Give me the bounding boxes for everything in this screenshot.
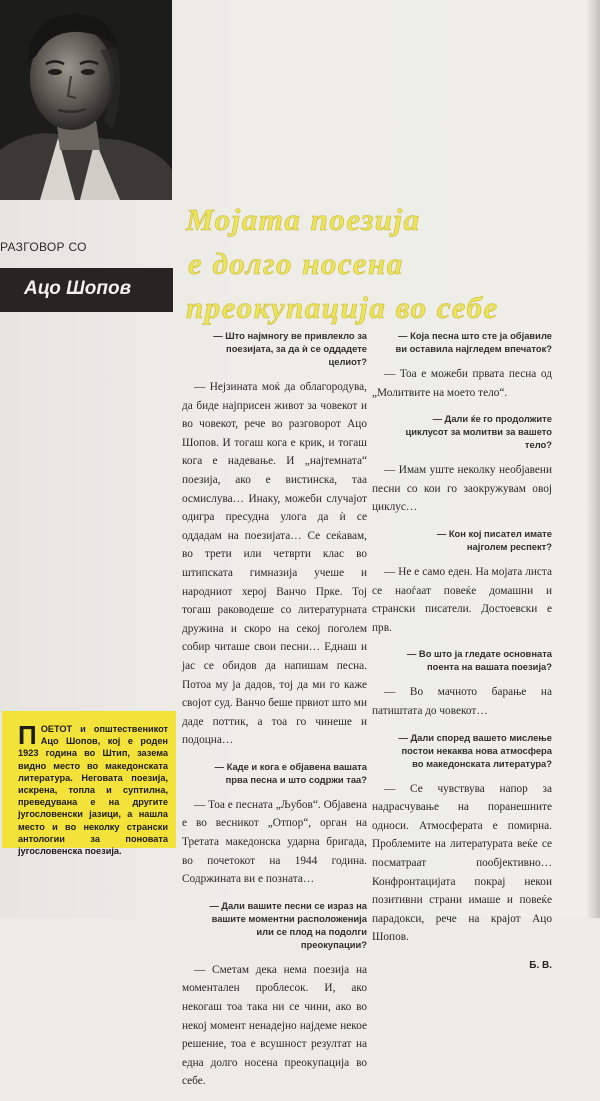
answer-4: — Тоа е можеби првата песна од „Молитвите на моето тело“. (372, 368, 552, 399)
author-name: Ацо Шопов (24, 278, 132, 299)
title-line-1: Мојата поезија (186, 202, 421, 237)
question-6: — Кон кој писател имате најголем респект? (436, 527, 552, 552)
author-portrait (0, 0, 172, 200)
question-5: — Дали ќе го продолжите циклусот за молитви за вашето тело? (405, 413, 552, 451)
answer-2: — Тоа е песната „Љубов“. Објавена е во весникот „Отпор“, орган на Третата македонска ударна бригада, во почетокот на 1944 година. Содржината ви е позната… (182, 798, 367, 886)
answer-7: — Во мачното барање на патиштата до човекот… (372, 686, 552, 717)
question-3: — Дали вашите песни се израз на вашите моментни расположенија или се плод на подолги преокупации? (209, 899, 367, 950)
author-name-bar (0, 268, 173, 312)
page-edge-shadow (586, 0, 600, 918)
question-1: — Што најмногу ве привлекло за поезијата, за да ѝ се оддадете целиот? (213, 330, 367, 367)
bio-dropcap: П (18, 720, 37, 750)
answer-3: — Сметам дека нема поезија на моментален проблесок. И, ако некогаш тоа така ни се чини, ако во некој момент ненадејно најдеме некое решение, тоа е всушност резултат на една долго носена преокупација во себе. (182, 963, 367, 1088)
question-2: — Каде и кога е објавена вашата прва песна и што содржи таа? (214, 760, 367, 785)
question-4: — Која песна што сте ја објавиле ви оставила најгледем впечаток? (395, 330, 552, 354)
answer-8: — Се чувствува напор за надрасчување на поранешните односи. Атмосферата е помирна. Проблемите на литературата веќе се посматраат пообјективно… Конфронтацијата покрај некои позитивни страни имаше и повеќе парадокси, рече на крајот Ацо Шопов. (372, 782, 552, 944)
article-title (186, 198, 596, 330)
column-right (372, 327, 552, 975)
interview-label: РАЗГОВОР СО (0, 240, 87, 254)
title-line-3: преокупација во себе (186, 290, 499, 325)
column-left (182, 327, 367, 1101)
author-bio-box (2, 711, 176, 857)
question-8: — Дали според вашето мислење постои некаква нова атмосфера во македонската литература? (398, 731, 552, 769)
answer-6: — Не е само еден. На мојата листа се наоѓаат повеќе домашни и странски писатели. Достоевски е прв. (372, 565, 552, 634)
bio-text: ОЕТОТ и општественикот Ацо Шопов, кој е роден 1923 година во Штип, зазема видно место во македонската литература. Неговата поезија, искрена, топла и суптилна, преведувана е на другите југословенски јазици, а нашла место и во неколку странски антологии за поновата југословенска поезија. (18, 724, 168, 857)
title-line-2: е долго носена (188, 246, 404, 281)
question-7: — Во што ја гледате основната поента на вашата поезија? (406, 648, 552, 673)
author-initials: Б. В. (529, 959, 552, 971)
answer-1: — Нејзината моќ да облагородува, да биде најприсен живот за човекот и во човекот, рече во разговорот Ацо Шопов. И тогаш кога е крик, и тогаш кога е надевање. И „најтемната“ поезија, ако е вистинска, таа осмислува… Инаку, можеби случајот одигра пресудна улога да ѝ се оддадам на поезијата… Се сеќавам, во трети или четврти клас во штипската гимназија учеше и народниот херој Ванчо Прке. Тој тогаш раководеше со литературната дружина и скоро на секој поголем собир читаше свои песни… Еднаш и јас се обидов да напишам песна. Потоа му ја дадов, тој да ми го каже својот суд. Ванчо беше првиот што ми даде поттик, а тоа го чинеше и подоцна… (182, 381, 367, 747)
answer-5: — Имам уште неколку необјавени песни со кои го заокружувам овој циклус… (372, 464, 552, 514)
